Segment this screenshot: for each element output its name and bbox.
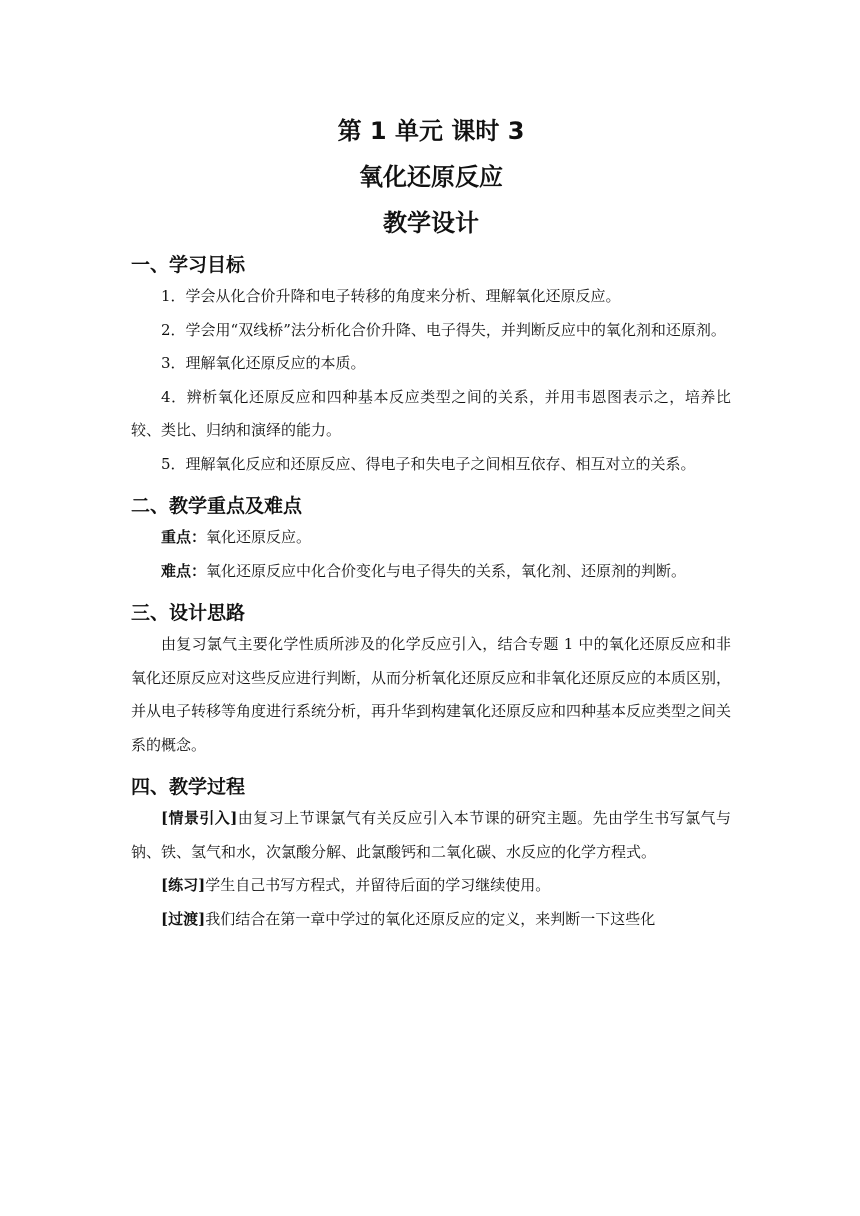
section-heading: 一、学习目标 (131, 254, 246, 276)
doc-title-type: 教学设计 (383, 209, 479, 237)
step-label: [过渡] (161, 909, 206, 928)
doc-title-unit: 第 1 单元 课时 3 (337, 117, 525, 145)
step-text: 由复习上节课氯气有关反应引入本节课的研究主题。先由学生书写氯气与钠、铁、氢气和水，次氯酸分解、此氯酸钙和二氧化碳、水反应的化学方程式。 (131, 809, 731, 861)
process-step (131, 869, 731, 903)
goal-item: 5．理解氧化反应和还原反应、得电子和失电子之间相互依存、相互对立的关系。 (161, 454, 696, 473)
difficult-point-label: 难点： (161, 561, 207, 580)
section-learning-goals (131, 250, 731, 481)
key-point-text: 氧化还原反应。 (206, 528, 312, 546)
goal-item: 3．理解氧化还原反应的本质。 (161, 354, 366, 372)
goal-item: 4．辨析氧化还原反应和四种基本反应类型之间的关系，并用韦恩图表示之，培养比较、类比、归纳和演绎的能力。 (131, 387, 731, 439)
section-heading: 三、设计思路 (131, 602, 246, 624)
process-step (131, 903, 731, 937)
section-teaching-process (131, 772, 731, 936)
design-idea-text: 由复习氯气主要化学性质所涉及的化学反应引入，结合专题 1 中的氧化还原反应和非氧化还原反应对这些反应进行判断，从而分析氧化还原反应和非氧化还原反应的本质区别，并从电子转移等角度进行系统分析，再升华到构建氧化还原反应和四种基本反应类型之间关系的概念。 (131, 635, 732, 754)
key-point (131, 521, 731, 555)
key-point-label: 重点： (161, 528, 207, 546)
step-label: [练习] (161, 876, 206, 894)
difficult-point-text: 氧化还原反应中化合价变化与电子得失的关系，氧化剂、还原剂的判断。 (206, 561, 687, 580)
step-label: [情景引入] (161, 809, 238, 827)
step-text: 我们结合在第一章中学过的氧化还原反应的定义，来判断一下这些化 (205, 909, 656, 928)
section-heading: 四、教学过程 (131, 776, 246, 798)
section-heading: 二、教学重点及难点 (131, 495, 303, 517)
difficult-point (131, 555, 731, 589)
section-key-points (131, 491, 731, 588)
section-design-idea (131, 598, 731, 762)
document-page (131, 108, 731, 936)
doc-title-topic: 氧化还原反应 (359, 163, 503, 191)
step-text: 学生自己书写方程式，并留待后面的学习继续使用。 (205, 876, 551, 894)
process-step (131, 802, 731, 869)
goal-item: 1．学会从化合价升降和电子转移的角度来分析、理解氧化还原反应。 (161, 287, 621, 305)
goal-item: 2．学会用“双线桥”法分析化合价升降、电子得失，并判断反应中的氧化剂和还原剂。 (161, 320, 726, 339)
